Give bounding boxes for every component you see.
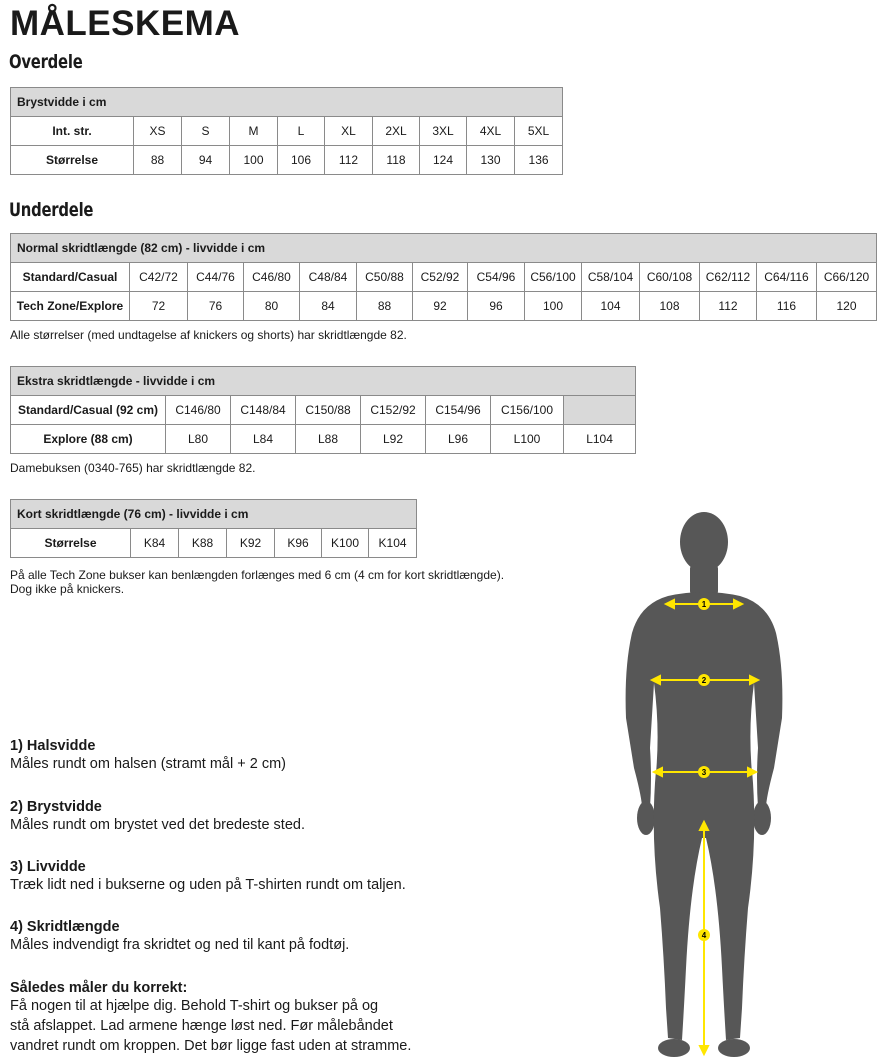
- table-cell: K104: [369, 529, 417, 558]
- table-cell: 118: [373, 146, 420, 175]
- note-short-inseam-1: På alle Tech Zone bukser kan benlængden forlænges med 6 cm (4 cm for kort skridtlængde).: [10, 568, 505, 582]
- measure-item-chest: [10, 799, 305, 835]
- row-label: Standard/Casual: [11, 263, 130, 292]
- table-cell: L96: [426, 425, 491, 454]
- table-cell: 88: [357, 292, 413, 321]
- measure-text: Måles rundt om halsen (stramt mål + 2 cm): [10, 756, 286, 772]
- table-cell: C54/96: [468, 263, 525, 292]
- table-row: [11, 146, 563, 175]
- table-cell: L88: [296, 425, 361, 454]
- table-title: Ekstra skridtlængde - livvidde i cm: [11, 367, 636, 396]
- table-cell: C64/116: [757, 263, 817, 292]
- table-row: [11, 425, 636, 454]
- table-cell: 130: [467, 146, 515, 175]
- table-cell: C58/104: [582, 263, 640, 292]
- marker-label: 2: [701, 676, 707, 685]
- table-cell: C146/80: [166, 396, 231, 425]
- table-cell: 96: [468, 292, 525, 321]
- measure-text: Træk lidt ned i bukserne og uden på T-shirten rundt om taljen.: [10, 877, 406, 893]
- normal-inseam-table: [10, 233, 877, 321]
- table-cell: 80: [244, 292, 300, 321]
- table-cell: C66/120: [817, 263, 877, 292]
- overdele-table: [10, 87, 563, 175]
- table-cell: 112: [700, 292, 757, 321]
- measure-item-inseam: [10, 919, 349, 955]
- note-normal-inseam: Alle størrelser (med undtagelse af knickers og shorts) har skridtlængde 82.: [10, 328, 407, 342]
- row-label: Int. str.: [11, 117, 134, 146]
- table-cell: C156/100: [491, 396, 564, 425]
- extra-inseam-table: [10, 366, 636, 454]
- table-cell: C152/92: [361, 396, 426, 425]
- table-cell: 2XL: [373, 117, 420, 146]
- table-cell: C56/100: [525, 263, 582, 292]
- table-cell: C60/108: [640, 263, 700, 292]
- table-cell: 116: [757, 292, 817, 321]
- table-row: [11, 529, 417, 558]
- table-cell: 3XL: [420, 117, 467, 146]
- measure-text: Måles indvendigt fra skridtet og ned til kant på fodtøj.: [10, 937, 350, 953]
- howto-line: vandret rundt om kroppen. Det bør ligge fast uden at stramme.: [10, 1038, 412, 1054]
- row-label: Størrelse: [11, 529, 131, 558]
- table-cell: L100: [491, 425, 564, 454]
- table-cell: C42/72: [130, 263, 188, 292]
- table-cell: 136: [515, 146, 563, 175]
- table-cell: 5XL: [515, 117, 563, 146]
- table-row: [11, 292, 877, 321]
- howto-block: [10, 980, 411, 1056]
- body-silhouette-icon: [608, 508, 804, 1061]
- measure-heading: 2) Brystvidde: [10, 799, 102, 815]
- short-inseam-table: [10, 499, 417, 558]
- table-cell: XS: [134, 117, 182, 146]
- measure-text: Måles rundt om brystet ved det bredeste sted.: [10, 817, 305, 833]
- table-cell: 88: [134, 146, 182, 175]
- howto-heading: Således måler du korrekt:: [10, 980, 188, 996]
- table-cell: C154/96: [426, 396, 491, 425]
- table-row: [11, 396, 636, 425]
- measure-heading: 3) Livvidde: [10, 859, 86, 875]
- table-cell: 106: [278, 146, 325, 175]
- table-cell: 4XL: [467, 117, 515, 146]
- table-cell: 100: [230, 146, 278, 175]
- table-cell: L84: [231, 425, 296, 454]
- table-row: [11, 117, 563, 146]
- table-cell: L80: [166, 425, 231, 454]
- table-cell: C150/88: [296, 396, 361, 425]
- measure-heading: 1) Halsvidde: [10, 738, 96, 754]
- table-cell-empty: [564, 396, 636, 425]
- row-label: Tech Zone/Explore: [11, 292, 130, 321]
- marker-label: 4: [701, 931, 707, 940]
- table-cell: 84: [300, 292, 357, 321]
- table-cell: C52/92: [413, 263, 468, 292]
- table-cell: 100: [525, 292, 582, 321]
- table-cell: K84: [131, 529, 179, 558]
- table-cell: K88: [179, 529, 227, 558]
- table-cell: L92: [361, 425, 426, 454]
- table-cell: 108: [640, 292, 700, 321]
- measure-item-waist: [10, 859, 406, 895]
- table-cell: 94: [182, 146, 230, 175]
- note-short-inseam-2: Dog ikke på knickers.: [10, 582, 125, 596]
- table-cell: K92: [227, 529, 275, 558]
- table-cell: C148/84: [231, 396, 296, 425]
- table-cell: S: [182, 117, 230, 146]
- marker-label: 1: [701, 600, 707, 609]
- table-cell: L104: [564, 425, 636, 454]
- table-cell: C62/112: [700, 263, 757, 292]
- table-title: Brystvidde i cm: [11, 88, 563, 117]
- table-cell: C44/76: [188, 263, 244, 292]
- table-row: [11, 263, 877, 292]
- howto-line: stå afslappet. Lad armene hænge løst ned. Før målebåndet: [10, 1018, 393, 1034]
- row-label: Størrelse: [11, 146, 134, 175]
- table-cell: 112: [325, 146, 373, 175]
- section-heading-underdele: Underdele: [9, 199, 94, 221]
- table-cell: 124: [420, 146, 467, 175]
- table-cell: XL: [325, 117, 373, 146]
- table-cell: C50/88: [357, 263, 413, 292]
- table-cell: 76: [188, 292, 244, 321]
- table-cell: L: [278, 117, 325, 146]
- note-extra-inseam: Damebuksen (0340-765) har skridtlængde 82.: [10, 461, 256, 475]
- table-cell: M: [230, 117, 278, 146]
- row-label: Explore (88 cm): [11, 425, 166, 454]
- marker-label: 3: [701, 768, 707, 777]
- table-cell: C48/84: [300, 263, 357, 292]
- table-cell: 92: [413, 292, 468, 321]
- table-cell: C46/80: [244, 263, 300, 292]
- measure-item-neck: [10, 738, 286, 774]
- section-heading-overdele: Overdele: [9, 51, 83, 73]
- table-title: Kort skridtlængde (76 cm) - livvidde i cm: [11, 500, 417, 529]
- table-cell: K96: [275, 529, 322, 558]
- measure-heading: 4) Skridtlængde: [10, 919, 120, 935]
- howto-line: Få nogen til at hjælpe dig. Behold T-shirt og bukser på og: [10, 998, 379, 1014]
- table-cell: K100: [322, 529, 369, 558]
- table-cell: 120: [817, 292, 877, 321]
- table-cell: 72: [130, 292, 188, 321]
- row-label: Standard/Casual (92 cm): [11, 396, 166, 425]
- page-title: MÅLESKEMA: [10, 4, 241, 43]
- table-cell: 104: [582, 292, 640, 321]
- table-title: Normal skridtlængde (82 cm) - livvidde i cm: [11, 234, 877, 263]
